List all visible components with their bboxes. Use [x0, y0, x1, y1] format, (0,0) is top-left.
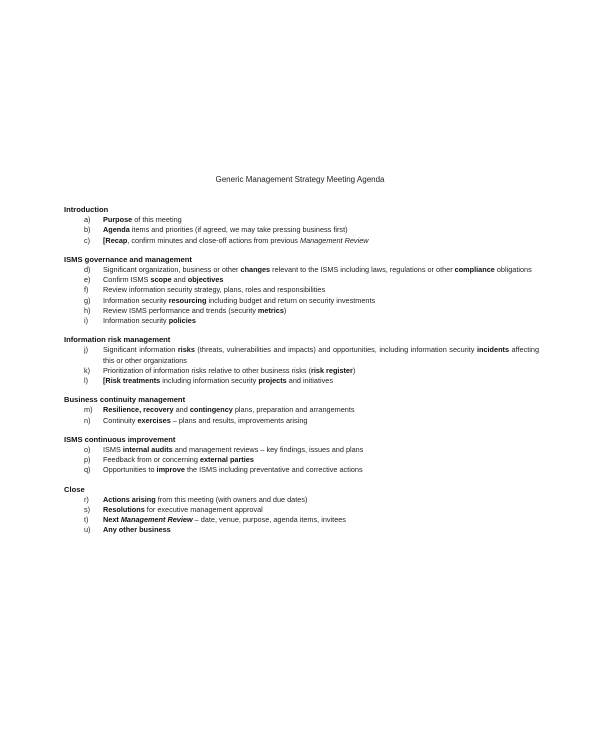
item-text-segment: Any other business — [103, 525, 171, 535]
item-text-segment: objectives — [187, 275, 224, 285]
item-text-segment: and management reviews – key findings, issues and plans — [172, 445, 364, 455]
item-text-segment: the ISMS including preventative and corrective actions — [184, 465, 363, 475]
item-text — [103, 215, 539, 225]
agenda-item — [64, 225, 539, 235]
item-text — [103, 465, 539, 475]
item-text-segment: Information security — [103, 316, 169, 326]
agenda-item — [64, 465, 539, 475]
item-text-segment: and — [173, 405, 190, 415]
item-text-segment: Actions arising — [103, 494, 156, 504]
item-marker: d) — [84, 265, 91, 275]
item-text-segment: plans, preparation and arrangements — [232, 405, 355, 415]
item-text-segment: , confirm minutes and close-off actions from previous — [127, 235, 300, 245]
item-text-segment: Purpose — [103, 215, 133, 225]
section-heading: Introduction — [64, 205, 109, 214]
agenda-item — [64, 505, 539, 515]
item-text — [103, 366, 539, 376]
item-text-segment: and — [171, 275, 188, 285]
agenda-item — [64, 306, 539, 316]
item-text-segment: ISMS — [103, 445, 123, 455]
item-text-segment: and initiatives — [286, 376, 333, 386]
item-text-segment: Prioritization of information risks relative to other business risks ( — [103, 365, 312, 375]
item-text-segment: [Recap — [103, 235, 128, 245]
agenda-item — [64, 366, 539, 376]
agenda-section — [64, 485, 539, 536]
document-title: Generic Management Strategy Meeting Agenda — [215, 175, 385, 184]
item-text-segment: Agenda — [103, 225, 130, 235]
section-heading: Information risk management — [64, 335, 171, 345]
item-text-segment: compliance — [454, 265, 495, 275]
item-text — [103, 275, 539, 285]
item-marker: u) — [84, 525, 91, 535]
item-marker: t) — [84, 515, 89, 525]
item-text-segment: ) — [352, 365, 356, 375]
agenda-body — [64, 205, 539, 545]
agenda-section — [64, 435, 539, 476]
agenda-item — [64, 265, 539, 275]
item-text-segment: relevant to the ISMS including laws, regulations or other — [270, 265, 455, 275]
agenda-section — [64, 395, 539, 426]
item-text-segment: ) — [283, 305, 287, 315]
agenda-item — [64, 316, 539, 326]
item-text — [103, 225, 539, 235]
item-text-segment: Significant information — [103, 345, 178, 355]
item-text-segment: Continuity — [103, 415, 138, 425]
item-marker: s) — [84, 505, 91, 515]
item-text-segment: items and priorities (if agreed, we may take pressing business first) — [129, 225, 348, 235]
item-text — [103, 525, 539, 535]
item-text — [103, 416, 539, 426]
agenda-item — [64, 416, 539, 426]
item-text-segment: Management Review — [299, 235, 369, 245]
item-text-segment: Review ISMS performance and trends (security — [103, 305, 258, 315]
item-text-segment: affecting this or other organizations — [103, 345, 540, 365]
item-text — [103, 515, 539, 525]
agenda-item — [64, 525, 539, 535]
agenda-item — [64, 345, 539, 365]
item-text-segment: for executive management approval — [144, 505, 263, 515]
item-text-segment: incidents — [476, 345, 510, 355]
agenda-item — [64, 515, 539, 525]
item-text-segment: external parties — [199, 455, 254, 465]
item-text-segment: internal audits — [122, 445, 173, 455]
agenda-section — [64, 255, 539, 326]
item-marker: a) — [84, 215, 91, 225]
item-text-segment: Resilience, recovery — [103, 405, 174, 415]
item-marker: i) — [84, 316, 89, 326]
agenda-item — [64, 376, 539, 386]
item-marker: e) — [84, 275, 91, 285]
item-text — [103, 285, 539, 295]
item-text-segment: Feedback from or concerning — [103, 455, 200, 465]
item-text-segment: scope — [150, 275, 172, 285]
item-text — [103, 345, 539, 365]
agenda-item — [64, 275, 539, 285]
item-text — [103, 445, 539, 455]
item-text-segment: Opportunities to — [103, 465, 157, 475]
item-marker: r) — [84, 494, 89, 504]
item-marker: g) — [84, 295, 91, 305]
item-text — [103, 316, 539, 326]
item-text-segment: from this meeting (with owners and due dates) — [155, 494, 308, 504]
agenda-item — [64, 215, 539, 225]
section-heading: Business continuity management — [64, 395, 186, 405]
item-text — [103, 296, 539, 306]
item-text-segment: exercises — [137, 415, 171, 425]
item-text-segment: improve — [156, 465, 185, 475]
item-marker: p) — [84, 455, 91, 465]
item-text-segment: policies — [168, 316, 196, 326]
section-heading: ISMS governance and management — [64, 254, 192, 264]
item-marker: q) — [84, 465, 91, 475]
item-text — [103, 405, 539, 415]
item-text-segment: including information security — [160, 376, 259, 386]
item-text-segment: risk register — [311, 365, 353, 375]
item-text-segment: metrics — [257, 305, 284, 315]
section-heading: ISMS continuous improvement — [64, 434, 176, 444]
item-marker: c) — [84, 235, 91, 245]
item-text-segment: Confirm ISMS — [103, 275, 151, 285]
item-marker: n) — [84, 415, 91, 425]
item-marker: f) — [84, 285, 89, 295]
agenda-section — [64, 335, 539, 386]
item-text-segment: – plans and results, improvements arising — [170, 415, 308, 425]
item-text-segment: Information security — [103, 295, 169, 305]
agenda-section — [64, 205, 539, 246]
item-marker: l) — [84, 376, 89, 386]
item-text-segment: Review information security strategy, plans, roles and responsibilities — [103, 285, 326, 295]
agenda-item — [64, 405, 539, 415]
item-text-segment: Significant organization, business or other — [103, 265, 241, 275]
item-text-segment: contingency — [189, 405, 233, 415]
agenda-item — [64, 285, 539, 295]
item-text — [103, 495, 539, 505]
item-text-segment: obligations — [494, 265, 532, 275]
agenda-item — [64, 296, 539, 306]
agenda-item — [64, 236, 539, 246]
item-text — [103, 505, 539, 515]
agenda-item — [64, 495, 539, 505]
item-text — [103, 455, 539, 465]
item-text-segment: resourcing — [168, 295, 207, 305]
item-text-segment: Management Review — [120, 515, 193, 525]
section-heading: Close — [64, 484, 85, 494]
item-text-segment: Resolutions — [103, 505, 145, 515]
item-text-segment: projects — [258, 376, 287, 386]
item-marker: j) — [84, 345, 89, 355]
item-marker: h) — [84, 305, 91, 315]
item-marker: k) — [84, 365, 91, 375]
item-text-segment: – date, venue, purpose, agenda items, invitees — [192, 515, 346, 525]
item-text — [103, 236, 539, 246]
item-text-segment: [Risk treatments — [103, 376, 161, 386]
item-marker: b) — [84, 225, 91, 235]
item-marker: m) — [84, 405, 93, 415]
item-text — [103, 265, 539, 275]
item-text-segment: changes — [240, 265, 271, 275]
agenda-item — [64, 455, 539, 465]
item-text — [103, 376, 539, 386]
item-text-segment: (threats, vulnerabilities and impacts) and opportunities, including information security — [194, 345, 477, 355]
item-text — [103, 306, 539, 316]
item-text-segment: including budget and return on security investments — [206, 295, 376, 305]
item-text-segment: risks — [177, 345, 195, 355]
item-marker: o) — [84, 445, 91, 455]
agenda-item — [64, 445, 539, 455]
item-text-segment: of this meeting — [132, 215, 182, 225]
item-text-segment: Next — [103, 515, 121, 525]
